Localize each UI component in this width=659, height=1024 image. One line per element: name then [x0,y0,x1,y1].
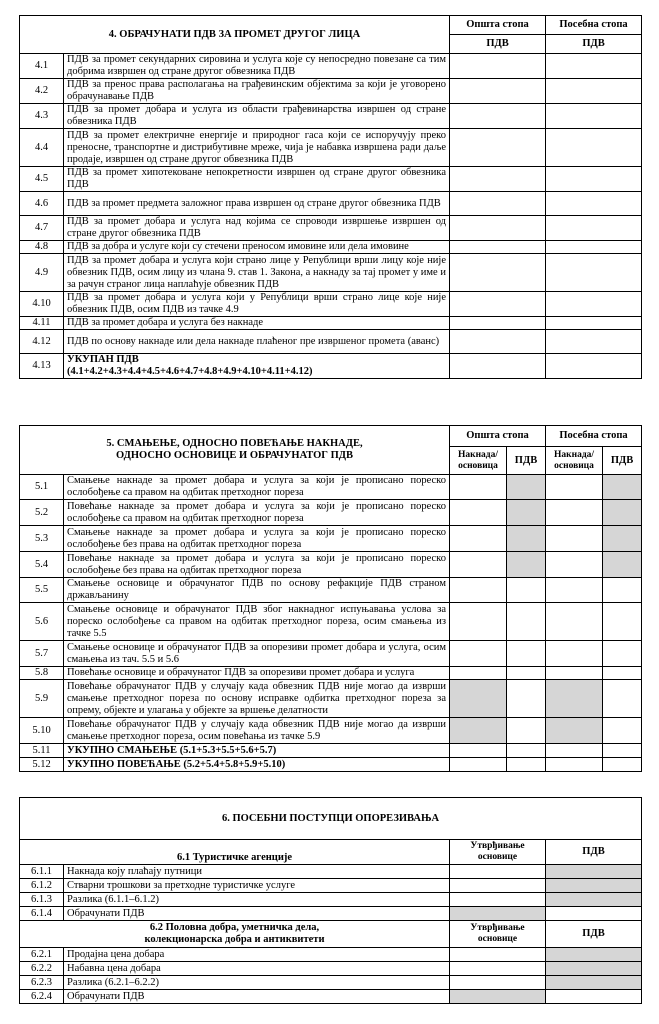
row-description: ПДВ за промет добара и услуга који страно лице у Републици врши лицу које није обвезник ПДВ, осим лицу из члана 9. став 1. Закона, а накнаду за тај промет у име и за рачун страног лица наплаћује обвезник ПДВ [64,254,450,292]
row-description: Обрачунати ПДВ [64,990,450,1004]
total-formula: (4.1+4.2+4.3+4.4+4.5+4.6+4.7+4.8+4.9+4.10+4.11+4.12) [67,366,313,377]
pdv-general-cell[interactable] [450,317,546,330]
base-special-cell[interactable] [546,475,603,500]
base-cell[interactable] [450,879,546,893]
row-number: 4.9 [20,254,64,292]
pdv-cell-disabled [546,948,642,962]
column-special-rate: Посебна стопа [546,426,642,447]
total-row [20,758,642,772]
row-description: Повећање основице и обрачунатог ПДВ за опорезиви промет добара и услуга [64,667,450,680]
total-description [64,354,450,379]
table-row [20,129,642,167]
section-6-table [19,797,642,1004]
total-label: УКУПАН ПДВ [67,354,139,365]
pdv-special-cell-disabled [603,526,642,552]
pdv-special-cell-disabled [603,552,642,578]
column-base [450,840,546,865]
base-general-cell[interactable] [450,500,507,526]
row-number: 6.1.3 [20,893,64,907]
column-pdv-special: ПДВ [546,35,642,54]
base-cell[interactable] [450,865,546,879]
base-general-cell-disabled [450,718,507,744]
pdv-general-cell[interactable] [450,330,546,354]
pdv-general-cell[interactable] [507,641,546,667]
column-base-label-1: Утврђивање [470,923,525,933]
pdv-special-cell[interactable] [546,104,642,129]
table-row [20,552,642,578]
pdv-special-cell[interactable] [546,167,642,192]
table-row [20,680,642,718]
table-row [20,603,642,641]
row-description: Накнада коју плаћају путници [64,865,450,879]
row-description: Смањење основице и обрачунатог ПДВ за опорезиви промет добара и услуга, осим смањења из тач. 5.5 и 5.6 [64,641,450,667]
table-row [20,893,642,907]
row-number: 6.1.1 [20,865,64,879]
pdv-special-cell[interactable] [603,578,642,603]
base-special-cell-disabled [546,680,603,718]
base-general-cell[interactable] [450,475,507,500]
base-general-cell[interactable] [450,578,507,603]
table-row [20,475,642,500]
row-number: 6.1.2 [20,879,64,893]
column-special-rate: Посебна стопа [546,16,642,35]
row-description: Смањење накнаде за промет добара и услуга за који је прописано пореско ослобођење без права на одбитак претходног пореза [64,526,450,552]
row-description: Обрачунати ПДВ [64,907,450,921]
row-description: ПДВ за промет хипотековане непокретности извршен од стране другог обвезника ПДВ [64,167,450,192]
row-description: Разлика (6.1.1–6.1.2) [64,893,450,907]
table-row [20,216,642,241]
row-description: Стварни трошкови за претходне туристичке услуге [64,879,450,893]
row-number: 4.7 [20,216,64,241]
table-row [20,79,642,104]
pdv-special-cell-disabled [603,500,642,526]
row-number: 6.2.2 [20,962,64,976]
row-number: 4.1 [20,54,64,79]
column-base-label-1: Утврђивање [470,841,525,851]
row-number: 4.6 [20,192,64,216]
pdv-cell[interactable] [546,907,642,921]
table-row [20,578,642,603]
row-number: 4.12 [20,330,64,354]
row-number: 5.5 [20,578,64,603]
base-general-cell[interactable] [450,552,507,578]
row-number: 4.4 [20,129,64,167]
pdv-general-cell[interactable] [450,241,546,254]
row-number: 4.10 [20,292,64,317]
total-decrease-label: УКУПНО СМАЊЕЊЕ (5.1+5.3+5.5+5.6+5.7) [64,744,450,758]
base-general-cell-disabled [450,680,507,718]
base-special-cell[interactable] [546,667,603,680]
subsection-6-1-title: 6.1 Туристичке агенције [20,840,450,865]
base-cell[interactable] [450,893,546,907]
pdv-general-cell[interactable] [450,292,546,317]
total-increase-label: УКУПНО ПОВЕЋАЊЕ (5.2+5.4+5.8+5.9+5.10) [64,758,450,772]
pdv-special-cell[interactable] [546,292,642,317]
subsection-6-2-title [20,921,450,948]
table-row [20,718,642,744]
pdv-general-cell[interactable] [507,667,546,680]
row-description: ПДВ за промет електричне енергије и природног гаса који се испоручују преко преносне, транспортне и дистрибутивне мреже, чија је набавка извршена ради даље продаје, извршен од стране другог обвезника ПДВ [64,129,450,167]
table-row [20,167,642,192]
base-special-cell[interactable] [546,500,603,526]
row-description: Набавна цена добара [64,962,450,976]
pdv-general-cell-disabled [507,526,546,552]
section-4-title: 4. ОБРАЧУНАТИ ПДВ ЗА ПРОМЕТ ДРУГОГ ЛИЦА [20,16,450,54]
table-row [20,526,642,552]
pdv-general-cell[interactable] [507,603,546,641]
pdv-general-cell[interactable] [450,54,546,79]
table-row [20,879,642,893]
pdv-general-cell-disabled [507,500,546,526]
column-base-label-2: основица [458,460,498,471]
row-description: ПДВ за промет добара и услуга без накнаде [64,317,450,330]
row-number: 5.11 [20,744,64,758]
table-row [20,976,642,990]
pdv-general-cell[interactable] [507,680,546,718]
pdv-general-cell[interactable] [450,216,546,241]
table-row [20,500,642,526]
section-5-table [19,425,642,772]
row-number: 4.11 [20,317,64,330]
table-row [20,962,642,976]
pdv-cell-disabled [546,976,642,990]
pdv-special-cell[interactable] [546,54,642,79]
table-row [20,317,642,330]
row-number: 4.8 [20,241,64,254]
column-pdv: ПДВ [546,840,642,865]
total-row [20,744,642,758]
pdv-cell[interactable] [546,990,642,1004]
table-row [20,948,642,962]
pdv-general-cell[interactable] [450,354,546,379]
row-description: Повећање обрачунатог ПДВ у случају када обвезник ПДВ није могао да изврши смањење претходног пореза, осим повећања из тачке 5.9 [64,718,450,744]
row-description: Повећање накнаде за промет добара и услуга за који је прописано пореско ослобођење без права на одбитак претходног пореза [64,552,450,578]
column-base-label-2: основица [554,460,594,471]
row-number: 4.3 [20,104,64,129]
column-base-label-2: основице [477,852,518,862]
base-general-cell[interactable] [450,526,507,552]
table-row [20,292,642,317]
pdv-special-cell[interactable] [603,718,642,744]
pdv-special-cell[interactable] [546,129,642,167]
row-description: Повећање обрачунатог ПДВ у случају када обвезник ПДВ није могао да изврши смањење претходног пореза по основу исправке одбитка претходног пореза за опрему, објекте и улагања у објекте за вршење делатности [64,680,450,718]
pdv-general-cell[interactable] [450,192,546,216]
row-number: 6.1.4 [20,907,64,921]
column-pdv: ПДВ [546,921,642,948]
row-number: 5.7 [20,641,64,667]
pdv-general-cell[interactable] [507,744,546,758]
column-base-label-2: основице [477,934,518,944]
pdv-special-cell[interactable] [546,192,642,216]
pdv-special-cell[interactable] [603,667,642,680]
table-row [20,241,642,254]
column-base-label-1: Накнада/ [553,449,595,460]
row-number: 5.4 [20,552,64,578]
base-special-cell[interactable] [546,603,603,641]
pdv-special-cell-disabled [603,475,642,500]
column-pdv-general: ПДВ [450,35,546,54]
section-5-title-line1: 5. СМАЊЕЊЕ, ОДНОСНО ПОВЕЋАЊЕ НАКНАДЕ, [106,438,363,449]
column-base [450,921,546,948]
row-number: 6.2.4 [20,990,64,1004]
row-description: Продајна цена добара [64,948,450,962]
row-number: 4.13 [20,354,64,379]
base-special-cell[interactable] [546,758,603,772]
row-number: 5.2 [20,500,64,526]
base-cell-disabled [450,990,546,1004]
pdv-general-cell[interactable] [507,718,546,744]
pdv-general-cell-disabled [507,552,546,578]
row-number: 5.12 [20,758,64,772]
base-general-cell[interactable] [450,603,507,641]
row-description: ПДВ за промет секундарних сировина и услуга које су непосредно повезане са тим добрима извршен од стране другог обвезника ПДВ [64,54,450,79]
column-general-rate: Општа стопа [450,16,546,35]
pdv-special-cell[interactable] [546,354,642,379]
row-number: 4.2 [20,79,64,104]
table-row [20,330,642,354]
table-row [20,641,642,667]
table-row [20,254,642,292]
pdv-general-cell[interactable] [450,129,546,167]
pdv-general-cell[interactable] [507,758,546,772]
pdv-special-cell[interactable] [546,216,642,241]
row-number: 5.8 [20,667,64,680]
pdv-special-cell[interactable] [546,241,642,254]
base-general-cell[interactable] [450,641,507,667]
row-description: Смањење накнаде за промет добара и услуга за који је прописано пореско ослобођење са правом на одбитак претходног пореза [64,475,450,500]
table-row [20,104,642,129]
base-cell[interactable] [450,962,546,976]
pdv-general-cell[interactable] [450,104,546,129]
base-cell[interactable] [450,948,546,962]
column-pdv-general: ПДВ [507,447,546,475]
pdv-special-cell[interactable] [603,758,642,772]
section-5-title-line2: ОДНОСНО ОСНОВИЦЕ И ОБРАЧУНАТОГ ПДВ [116,450,353,461]
table-row [20,54,642,79]
table-row [20,907,642,921]
row-description: ПДВ за промет добара и услуга који у Републици врши страно лице које није обвезник ПДВ, осим ПДВ из тачке 4.9 [64,292,450,317]
base-special-cell-disabled [546,718,603,744]
pdv-special-cell[interactable] [603,641,642,667]
row-description: ПДВ за промет добара и услуга из области грађевинарства извршен од стране обвезника ПДВ [64,104,450,129]
base-special-cell[interactable] [546,641,603,667]
column-general-rate: Општа стопа [450,426,546,447]
pdv-special-cell[interactable] [546,317,642,330]
pdv-general-cell[interactable] [450,79,546,104]
total-row [20,354,642,379]
row-number: 5.1 [20,475,64,500]
table-row [20,990,642,1004]
row-number: 5.6 [20,603,64,641]
row-number: 6.2.3 [20,976,64,990]
subsection-6-2-title-line1: 6.2 Половна добра, уметничка дела, [149,922,320,933]
row-description: Смањење основице и обрачунатог ПДВ због накнадног испуњавања услова за пореско ослобођење са правом на одбитак претходног пореза, осим смањења из тачке 5.5 [64,603,450,641]
row-description: Разлика (6.2.1–6.2.2) [64,976,450,990]
pdv-special-cell[interactable] [546,330,642,354]
row-number: 5.9 [20,680,64,718]
row-description: ПДВ по основу накнаде или дела накнаде плаћеног пре извршеног промета (аванс) [64,330,450,354]
row-description: Повећање накнаде за промет добара и услуга за који је прописано пореско ослобођење са правом на одбитак претходног пореза [64,500,450,526]
pdv-cell-disabled [546,893,642,907]
base-general-cell[interactable] [450,758,507,772]
row-description: ПДВ за промет добара и услуга над којима се спроводи извршење извршен од стране другог обвезника ПДВ [64,216,450,241]
base-special-cell[interactable] [546,744,603,758]
row-description: Смањење основице и обрачунатог ПДВ по основу рефакције ПДВ страном држављанину [64,578,450,603]
pdv-general-cell-disabled [507,475,546,500]
pdv-special-cell[interactable] [603,603,642,641]
table-row [20,667,642,680]
pdv-special-cell[interactable] [546,254,642,292]
column-base-label-1: Накнада/ [457,449,499,460]
subsection-6-2-title-line2: колекционарска добра и антиквитети [144,934,325,945]
pdv-general-cell[interactable] [507,578,546,603]
table-row [20,865,642,879]
pdv-cell-disabled [546,865,642,879]
row-number: 5.10 [20,718,64,744]
row-description: ПДВ за добра и услуге који су стечени преносом имовине или дела имовине [64,241,450,254]
table-row [20,192,642,216]
base-general-cell[interactable] [450,744,507,758]
row-description: ПДВ за промет предмета заложног права извршен од стране другог обвезника ПДВ [64,192,450,216]
pdv-special-cell[interactable] [603,744,642,758]
pdv-cell-disabled [546,962,642,976]
row-number: 5.3 [20,526,64,552]
base-special-cell[interactable] [546,552,603,578]
base-general-cell[interactable] [450,667,507,680]
column-pdv-special: ПДВ [603,447,642,475]
section-4-table [19,15,642,379]
base-cell[interactable] [450,976,546,990]
row-number: 4.5 [20,167,64,192]
pdv-cell-disabled [546,879,642,893]
base-cell-disabled [450,907,546,921]
section-5-title [20,426,450,475]
column-base-general [450,447,507,475]
pdv-special-cell[interactable] [546,79,642,104]
column-base-special [546,447,603,475]
base-special-cell[interactable] [546,578,603,603]
row-description: ПДВ за пренос права располагања на грађевинским објектима за који је уговорено обрачунавање ПДВ [64,79,450,104]
pdv-general-cell[interactable] [450,254,546,292]
base-special-cell[interactable] [546,526,603,552]
row-number: 6.2.1 [20,948,64,962]
pdv-special-cell[interactable] [603,680,642,718]
section-6-title: 6. ПОСЕБНИ ПОСТУПЦИ ОПОРЕЗИВАЊА [20,798,642,840]
pdv-general-cell[interactable] [450,167,546,192]
